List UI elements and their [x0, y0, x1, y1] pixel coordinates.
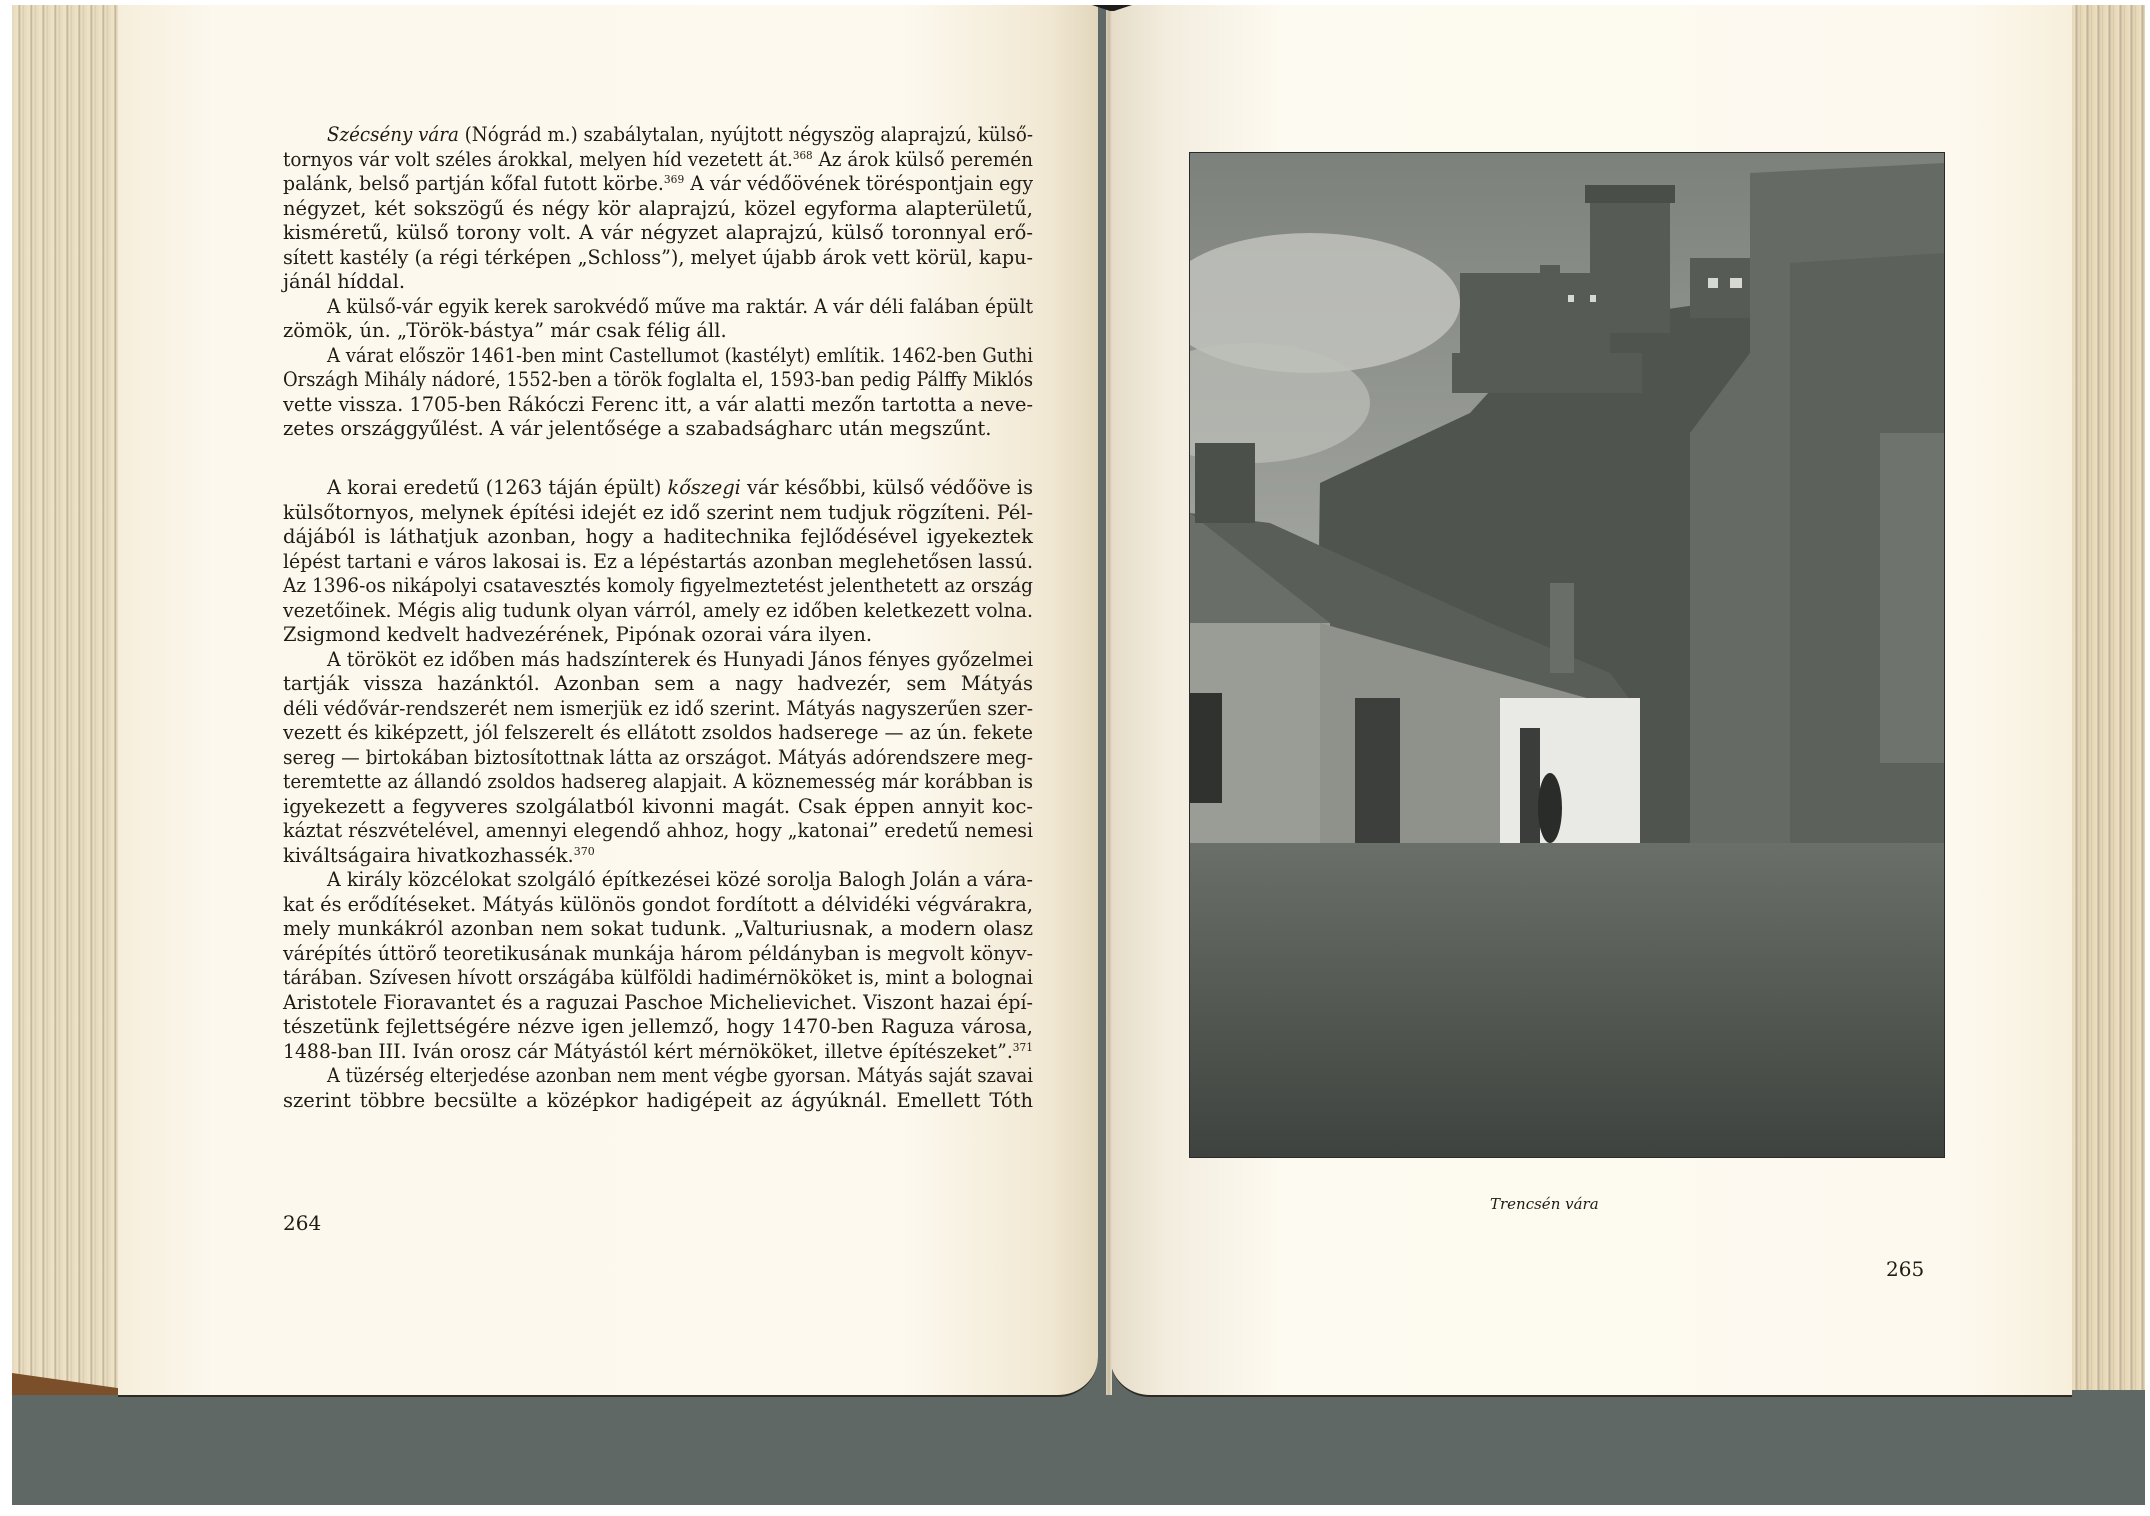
line-content: kat és erődítéseket. Mátyás különös gondot fordított a délvidéki végvárakra,: [283, 892, 1033, 916]
text-line: [283, 623, 1033, 648]
right-fore-edge: [2070, 5, 2145, 1390]
text-run: A korai eredetű (1263 táján épült): [327, 476, 668, 499]
text-line: [283, 550, 1033, 575]
text-line: [283, 721, 1033, 746]
book-spine: [1106, 5, 1112, 1395]
text-line: [283, 393, 1033, 418]
line-content: zetes országgyűlést. A vár jelentősége a szabadságharc után megszűnt.: [283, 417, 992, 440]
photo-caption: Trencsén vára: [1490, 1195, 1599, 1213]
paragraph: [283, 868, 1033, 1064]
line-content: [283, 844, 595, 869]
text-run: A vár védőövének töréspontjain egy: [684, 172, 1033, 195]
body-text: [283, 123, 1033, 1113]
line-content: lépést tartani e város lakosai is. Ez a lépéstartás azonban meglehetősen lassú.: [283, 549, 1033, 573]
scanned-book-spread: [12, 5, 2145, 1505]
text-line: [283, 417, 1033, 442]
text-line: [283, 123, 1033, 148]
text-run: 1488-ban III. Iván orosz cár Mátyástól kért mérnököket, illetve építészeket”.: [283, 1039, 1013, 1063]
right-page: [1110, 5, 2072, 1397]
text-line: [283, 368, 1033, 393]
left-page: [118, 5, 1098, 1397]
line-content: [283, 1040, 1033, 1065]
text-line: [283, 221, 1033, 246]
text-run: palánk, belső partján kőfal futott körbe.: [283, 172, 664, 195]
line-content: A törököt ez időben más hadszínterek és Hunyadi János fényes győzelmei: [327, 647, 1033, 671]
line-content: Országh Mihály nádoré, 1552-ben a török foglalta el, 1593-ban pedig Pálffy Miklós: [283, 368, 1033, 391]
line-content: külsőtornyos, melynek építési idejét ez idő szerint nem tudjuk rögzíteni. Pél-: [283, 500, 1033, 524]
paragraph: [283, 1064, 1033, 1113]
text-line: [283, 893, 1033, 918]
paragraph: [283, 476, 1033, 648]
photo-illustration: [1190, 153, 1944, 1157]
line-content: [283, 172, 1033, 197]
line-content: sített kastély (a régi térképen „Schloss”), melyet újabb árok vett körül, kapu-: [283, 245, 1033, 269]
text-line: [283, 501, 1033, 526]
text-line: [283, 991, 1033, 1016]
line-content: igyekezett a fegyveres szolgálatból kivonni magát. Csak éppen annyit koc-: [283, 794, 1033, 818]
line-content: mely munkákról azonban nem sokat tudunk. „Valturiusnak, a modern olasz: [283, 917, 1033, 940]
footnote-ref[interactable]: 369: [663, 173, 685, 186]
footnote-ref[interactable]: 370: [573, 844, 595, 858]
window: [1190, 693, 1222, 803]
text-line: [283, 197, 1033, 222]
italic-term: Szécsény vára: [327, 123, 459, 146]
line-content: tárában. Szívesen hívott országába külföldi hadimérnököket is, mint a bolognai: [283, 966, 1033, 989]
text-line: [283, 1015, 1033, 1040]
line-content: várépítés úttörő teoretikusának munkája három példányban is megvolt könyv-: [283, 941, 1033, 965]
paragraph: [283, 344, 1033, 442]
line-content: Zsigmond kedvelt hadvezérének, Pipónak ozorai vára ilyen.: [283, 623, 873, 646]
line-content: [327, 476, 1033, 501]
line-content: szerint többre becsülte a középkor hadigépeit az ágyúknál. Emellett Tóth: [283, 1088, 1033, 1112]
text-line: [283, 795, 1033, 820]
door: [1520, 728, 1540, 843]
text-line: [283, 148, 1033, 173]
text-line: [283, 917, 1033, 942]
text-line: [283, 319, 1033, 344]
text-line: [283, 942, 1033, 967]
door: [1355, 698, 1400, 848]
street: [1190, 843, 1944, 1157]
text-line: [283, 172, 1033, 197]
line-content: zömök, ún. „Török-bástya” már csak félig áll.: [283, 319, 727, 342]
text-run: tornyos vár volt széles árokkal, melyen híd vezetett át.: [283, 147, 793, 171]
page-number-left: 264: [283, 1211, 322, 1235]
text-line: [283, 770, 1033, 795]
line-content: kisméretű, külső torony volt. A vár négyzet alaprajzú, külső toronnyal erő-: [283, 221, 1033, 244]
paragraph: [283, 123, 1033, 295]
line-content: dájából is láthatjuk azonban, hogy a haditechnika fejlődésével igyekeztek: [283, 525, 1033, 548]
text-line: [283, 270, 1033, 295]
scanner-background: [12, 1395, 2145, 1505]
line-content: tészetünk fejlettségére nézve igen jellemző, hogy 1470-ben Raguza városa,: [283, 1015, 1033, 1038]
line-content: vezetőinek. Mégis alig tudunk olyan várról, amely ez időben keletkezett volna.: [283, 598, 1033, 622]
text-line: [283, 1064, 1033, 1089]
line-content: A tüzérség elterjedése azonban nem ment végbe gyorsan. Mátyás saját szavai: [327, 1064, 1033, 1087]
section-break: [283, 442, 1033, 467]
text-line: [283, 966, 1033, 991]
text-line: [283, 1089, 1033, 1114]
line-content: A külső-vár egyik kerek sarokvédő műve ma raktár. A vár déli falában épült: [327, 294, 1033, 318]
footnote-ref[interactable]: 371: [1012, 1040, 1033, 1054]
line-content: jánál híddal.: [283, 270, 406, 293]
line-content: sereg — birtokában biztosítottnak látta az országot. Mátyás adórendszere meg-: [283, 745, 1033, 769]
text-line: [283, 819, 1033, 844]
chimney: [1550, 583, 1574, 673]
castle-photograph: [1189, 152, 1945, 1158]
text-run: (Nógrád m.) szabálytalan, nyújtott négyszög alaprajzú, külső-: [458, 123, 1033, 146]
line-content: teremtette az állandó zsoldos hadsereg alapjait. A köznemesség már korábban is: [283, 770, 1033, 793]
paragraph: [283, 648, 1033, 869]
text-run: kiváltságaira hivatkozhassék.: [283, 843, 574, 867]
line-content: Az 1396-os nikápolyi csatavesztés komoly figyelmeztetést jelenthetett az ország: [283, 574, 1033, 597]
church-buttress: [1880, 433, 1944, 763]
text-line: [283, 525, 1033, 550]
line-content: [327, 123, 1033, 148]
chimney: [1195, 443, 1255, 523]
line-content: vette vissza. 1705-ben Rákóczi Ferenc itt, a vár alatti mezőn tartotta a neve-: [283, 392, 1033, 416]
line-content: vezett és kiképzett, jól felszerelt és ellátott zsoldos hadserege — az ún. fekete: [283, 721, 1033, 744]
text-line: [283, 1040, 1033, 1065]
line-content: Aristotele Fioravantet és a raguzai Paschoe Michelievichet. Viszont hazai épí-: [283, 990, 1033, 1014]
text-line: [283, 697, 1033, 722]
line-content: A király közcélokat szolgáló építkezései közé sorolja Balogh Jolán a vára-: [327, 868, 1033, 891]
line-content: A várat először 1461-ben mint Castellumot (kastélyt) említik. 1462-ben Guthi: [327, 343, 1033, 367]
text-line: [283, 868, 1033, 893]
text-line: [283, 746, 1033, 771]
line-content: káztat részvételével, amennyi elegendő ahhoz, hogy „katonai” eredetű nemesi: [283, 819, 1033, 842]
line-content: tartják vissza hazánktól. Azonban sem a nagy hadvezér, sem Mátyás: [283, 672, 1033, 695]
text-run: Az árok külső peremén: [812, 147, 1033, 171]
italic-term: kőszegi: [667, 476, 741, 499]
footnote-ref[interactable]: 368: [792, 148, 813, 162]
line-content: [283, 148, 1033, 173]
page-number-right: 265: [1886, 1257, 1925, 1281]
text-line: [283, 295, 1033, 320]
line-content: déli védővár-rendszerét nem ismerjük ez idő szerint. Mátyás nagyszerűen szer-: [283, 696, 1033, 720]
text-line: [283, 672, 1033, 697]
text-run: vár későbbi, külső védőöve is: [740, 476, 1033, 499]
text-line: [283, 574, 1033, 599]
left-fore-edge: [12, 5, 120, 1395]
line-content: négyzet, két sokszögű és négy kör alaprajzú, közel egyforma alapterületű,: [283, 196, 1033, 220]
text-line: [283, 599, 1033, 624]
text-line: [283, 476, 1033, 501]
text-line: [283, 648, 1033, 673]
text-line: [283, 344, 1033, 369]
figure: [1538, 773, 1562, 843]
text-line: [283, 844, 1033, 869]
text-line: [283, 246, 1033, 271]
paragraph: [283, 295, 1033, 344]
